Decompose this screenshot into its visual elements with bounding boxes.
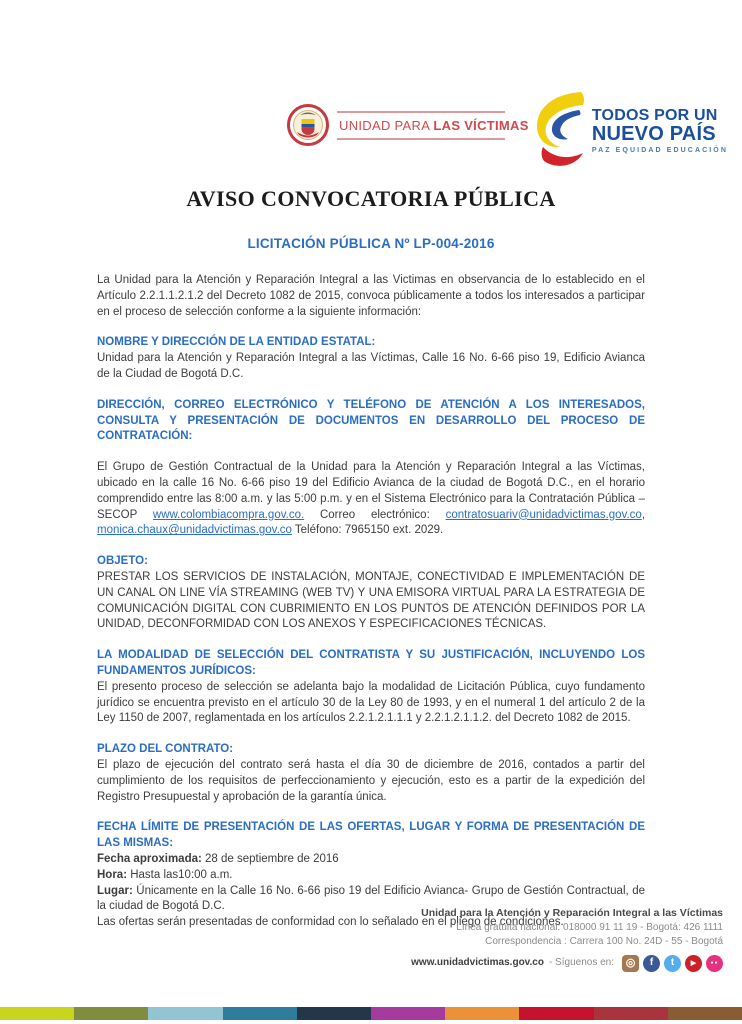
stripe-segment: [223, 1007, 297, 1020]
footer-address-line: Correspondencia : Carrera 100 No. 24D - 55 - Bogotá: [485, 936, 723, 947]
instagram-icon[interactable]: ◎: [622, 955, 639, 972]
section-plazo: [97, 742, 645, 805]
page-title: AVISO CONVOCATORIA PÚBLICA: [186, 186, 556, 211]
contacto-correo-label: Correo electrónico:: [304, 508, 446, 521]
twitter-icon[interactable]: t: [664, 955, 681, 972]
logo-rule-top: [337, 111, 505, 113]
stripe-segment: [0, 1007, 74, 1020]
nuevo-pais-tagline: PAZ EQUIDAD EDUCACIÓN: [591, 146, 728, 154]
section-nombre: [97, 335, 645, 382]
section-modalidad-heading: LA MODALIDAD DE SELECCIÓN DEL CONTRATISTA Y SU JUSTIFICACIÓN, INCLUYENDO LOS FUNDAMENTOS JURÍDICOS:: [97, 649, 645, 677]
header: [0, 90, 742, 174]
footer-follow-row: [411, 955, 723, 972]
section-objeto-heading: OBJETO:: [97, 555, 148, 568]
logo-text-bold: LAS VÍCTIMAS: [433, 117, 529, 133]
lugar-label: Lugar:: [97, 884, 133, 897]
email-link-monica[interactable]: monica.chaux@unidadvictimas.gov.co: [97, 524, 292, 537]
footer: [411, 906, 723, 972]
section-nombre-body: Unidad para la Atención y Reparación Integral a las Víctimas, Calle 16 No. 6-66 piso 19, Edificio Avianca de la Ciudad de Bogotá D.C.: [97, 352, 645, 380]
section-objeto-body: PRESTAR LOS SERVICIOS DE INSTALACIÓN, MONTAJE, CONECTIVIDAD E IMPLEMENTACIÓN DE UN CANAL ON LINE VÍA STREAMING (WEB TV) Y UNA EMISORA VIRTUAL PARA LA ESTRATEGIA DE COMUNICACIÓN DIGITAL CON CUBRIMIENTO EN LOS PUNTOS DE ATENCIÓN DEFINIDOS POR LA UNIDAD, DECONFORMIDAD CON LOS ANEXOS Y ESPECIFICACIONES TÉCNICAS.: [97, 570, 645, 631]
document-body: [97, 273, 645, 931]
stripe-segment: [371, 1007, 445, 1020]
nuevo-pais-line2: NUEVO PAÍS: [591, 122, 716, 145]
fecha-closing: Las ofertas serán presentadas de conformidad con lo señalado en el pliego de condiciones.: [97, 916, 564, 929]
section-modalidad: [97, 648, 645, 727]
stripe-segment: [74, 1007, 148, 1020]
footer-color-stripe: [0, 1007, 742, 1020]
logo-text-regular: UNIDAD PARA: [339, 117, 430, 133]
stripe-segment: [148, 1007, 222, 1020]
stripe-segment: [297, 1007, 371, 1020]
nuevo-pais-logo: [533, 90, 728, 170]
section-fecha-heading: FECHA LÍMITE DE PRESENTACIÓN DE LAS OFERTAS, LUGAR Y FORMA DE PRESENTACIÓN DE LAS MISMAS:: [97, 821, 645, 850]
logo-rule-bottom: [337, 138, 505, 140]
stripe-segment: [519, 1007, 593, 1020]
hora-value: Hasta las10:00 a.m.: [127, 868, 233, 881]
fecha-item-fecha: [97, 852, 645, 868]
section-modalidad-body: El presento proceso de selección se adelanta bajo la modalidad de Licitación Pública, cuyo fundamento jurídico se encuentra previsto en el artículo 30 de la Ley 80 de 1993, y en el numeral 1 del artículo 2 de la Ley 1150 de 2007, reglamentada en los artículos 2.2.1.2.1.1.1 y 2.2.1.2.1.1.2. del Decreto 1082 de 2015.: [97, 680, 645, 725]
section-contacto-body: [97, 460, 645, 539]
footer-org-name: Unidad para la Atención y Reparación Integral a las Víctimas: [421, 907, 723, 919]
flickr-icon[interactable]: ●●: [706, 955, 723, 972]
page-subtitle: LICITACIÓN PÚBLICA Nº LP-004-2016: [247, 236, 495, 251]
section-plazo-heading: PLAZO DEL CONTRATO:: [97, 743, 234, 756]
colombia-ribbon-icon: [533, 90, 587, 170]
email-link-contratos[interactable]: contratosuariv@unidadvictimas.gov.co: [445, 508, 642, 521]
section-contacto-heading: DIRECCIÓN, CORREO ELECTRÓNICO Y TELÉFONO DE ATENCIÓN A LOS INTERESADOS, CONSULTA Y PRESENTACIÓN DE DOCUMENTOS EN DESARROLLO DEL PROCESO DE CONTRATACIÓN:: [97, 398, 645, 443]
section-objeto: [97, 554, 645, 633]
social-icons: [622, 955, 723, 972]
lugar-value: Únicamente en la Calle 16 No. 6-66 piso 19 del Edificio Avianca- Grupo de Gestión Contractual, de la ciudad de Bogotá D.C.: [97, 884, 645, 913]
section-nombre-heading: NOMBRE Y DIRECCIÓN DE LA ENTIDAD ESTATAL:: [97, 336, 376, 349]
nuevo-pais-wordmark: [592, 107, 728, 154]
unidad-victimas-logo: [287, 104, 531, 146]
colombia-seal-icon: [287, 104, 329, 146]
youtube-icon[interactable]: ▶: [685, 955, 702, 972]
footer-phone-line: Línea gratuita nacional: 018000 91 11 19 - Bogotá: 426 1111: [456, 921, 723, 933]
nuevo-pais-line1: TODOS POR UN: [591, 106, 718, 124]
footer-website-link[interactable]: www.unidadvictimas.gov.co: [411, 956, 544, 968]
contacto-separator: ,: [641, 508, 646, 521]
section-plazo-body: El plazo de ejecución del contrato será hasta el día 30 de diciembre de 2016, contados a partir del cumplimiento de los requisitos de perfeccionamiento y ejecución, esto es a partir de la expedición del Registro Presupuestal y aprobación de la garantía única.: [97, 758, 645, 803]
unidad-victimas-name: [337, 117, 531, 134]
stripe-segment: [445, 1007, 519, 1020]
stripe-segment: [594, 1007, 668, 1020]
fecha-item-hora: [97, 868, 645, 884]
facebook-icon[interactable]: f: [643, 955, 660, 972]
stripe-segment: [668, 1007, 742, 1020]
fecha-label: Fecha aproximada:: [97, 852, 202, 865]
secop-link[interactable]: www.colombiacompra.gov.co.: [152, 508, 305, 521]
footer-follow-label: - Síguenos en:: [548, 956, 614, 968]
section-contacto: [97, 398, 645, 539]
intro-paragraph: La Unidad para la Atención y Reparación Integral a las Victimas en observancia de lo establecido en el Artículo 2.2.1.1.2.1.2 del Decreto 1082 de 2015, convoca públicamente a todos los interesados a participar en el proceso de selección conforme a la siguiente información:: [97, 274, 645, 318]
contacto-body-tail: Teléfono: 7965150 ext. 2029.: [291, 524, 444, 537]
fecha-value: 28 de septiembre de 2016: [201, 852, 339, 865]
hora-label: Hora:: [97, 868, 128, 881]
unidad-victimas-wordmark: [337, 111, 531, 140]
contacto-body-lead: El Grupo de Gestión Contractual de la Unidad para la Atención y Reparación Integral a las Víctimas, ubicado en la calle 16 No. 6-66 piso 19 del Edificio Avianca de la ciudad de Bogotá D.C., en el horario comprendido entre las 8:00 a.m. y las 5:00 p.m. y en el Sistema Electrónico para la Contratación Pública – SECOP: [97, 461, 645, 521]
